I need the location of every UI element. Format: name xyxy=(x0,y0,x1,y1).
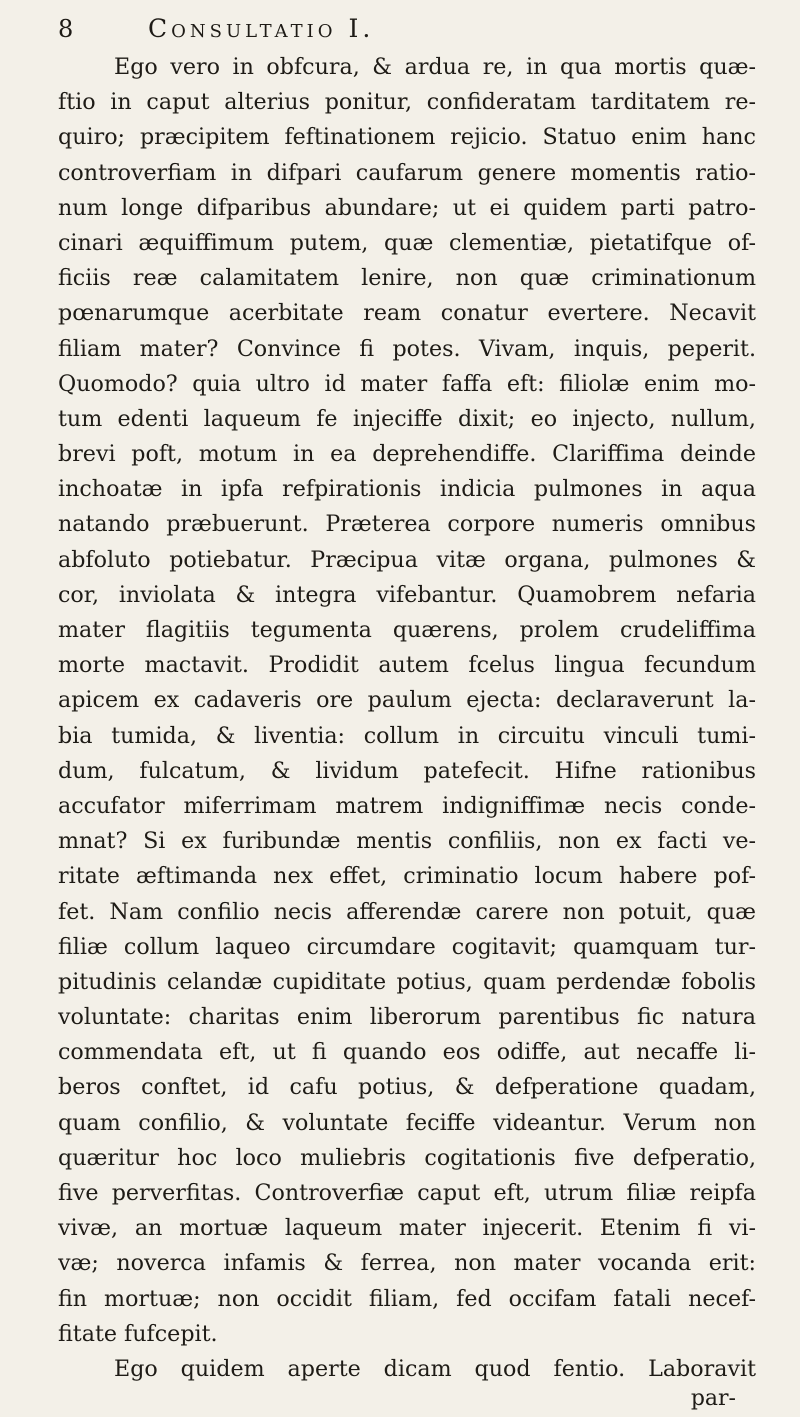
text-line: mnat? Si ex furibundæ mentis confiliis, non ex facti ve- xyxy=(58,828,756,855)
text-line: five perverfitas. Controverfiæ caput eft, utrum filiæ reipfa xyxy=(58,1180,756,1206)
text-line: ficiis reæ calamitatem lenire, non quæ criminationum xyxy=(58,265,756,292)
text-line: Ego vero in obfcura, & ardua re, in qua mortis quæ- xyxy=(114,54,756,80)
text-line: Ego quidem aperte dicam quod fentio. Laboravit xyxy=(114,1355,756,1382)
text-line: filiæ collum laqueo circumdare cogitavit; quamquam tur- xyxy=(58,933,756,960)
text-line: fin mortuæ; non occidit filiam, fed occifam fatali necef- xyxy=(58,1285,756,1312)
text-line: filiam mater? Convince fi potes. Vivam, inquis, peperit. xyxy=(58,335,756,362)
text-line: væ; noverca infamis & ferrea, non mater vocanda erit: xyxy=(58,1250,756,1277)
text-line: controverfiam in difpari caufarum genere momentis ratio- xyxy=(58,159,756,186)
text-line: bia tumida, & liventia: collum in circuitu vinculi tumi- xyxy=(58,722,756,749)
text-line: cinari æquiffimum putem, quæ clementiæ, pietatifque of- xyxy=(58,229,756,256)
text-line: accufator miferrimam matrem indigniffimæ necis conde- xyxy=(58,792,756,819)
text-line: fitate fufcepit. xyxy=(58,1320,218,1347)
text-line: num longe difparibus abundare; ut ei quidem parti patro- xyxy=(58,194,756,221)
text-line: inchoatæ in ipfa refpirationis indicia pulmones in aqua xyxy=(58,476,756,503)
text-line: vivæ, an mortuæ laqueum mater injecerit. Etenim fi vi- xyxy=(58,1215,756,1242)
text-line: mater flagitiis tegumenta quærens, prolem crudeliffima xyxy=(58,617,756,643)
text-line: voluntate: charitas enim liberorum parentibus fic natura xyxy=(58,1004,756,1031)
text-line: quam confilio, & voluntate feciffe videantur. Verum non xyxy=(58,1109,756,1136)
text-line: tum edenti laqueum fe injeciffe dixit; eo injecto, nullum, xyxy=(58,405,756,432)
text-line: fet. Nam confilio necis afferendæ carere non potuit, quæ xyxy=(58,898,756,925)
text-line: morte mactavit. Prodidit autem fcelus lingua fecundum xyxy=(58,652,756,679)
text-line: quiro; præcipitem feftinationem rejicio. Statuo enim hanc xyxy=(58,124,756,151)
text-line: pœnarumque acerbitate ream conatur evertere. Necavit xyxy=(58,300,756,327)
running-title: Consultatio I. xyxy=(148,14,375,43)
text-line: pitudinis celandæ cupiditate potius, quam perdendæ fobolis xyxy=(58,968,756,995)
text-line: apicem ex cadaveris ore paulum ejecta: declaraverunt la- xyxy=(58,687,756,714)
text-line: abfoluto potiebatur. Præcipua vitæ organa, pulmones & xyxy=(58,546,756,573)
text-line: brevi poft, motum in ea deprehendiffe. Clariffima deinde xyxy=(58,441,756,468)
text-line: Quomodo? quia ultro id mater faffa eft: filiolæ enim mo- xyxy=(58,370,756,397)
text-line: beros conftet, id cafu potius, & defperatione quadam, xyxy=(58,1074,756,1101)
text-line: dum, fulcatum, & lividum patefecit. Hifne rationibus xyxy=(58,757,756,784)
text-line: ritate æftimanda nex effet, criminatio locum habere pof- xyxy=(58,863,756,890)
catchword-row xyxy=(58,1387,756,1417)
catchword: par- xyxy=(690,1386,736,1412)
text-line: cor, inviolata & integra vifebantur. Quamobrem nefaria xyxy=(58,581,756,608)
text-line: commendata eft, ut fi quando eos odiffe, aut necaffe li- xyxy=(58,1039,756,1066)
text-line: natando præbuerunt. Præterea corpore numeris omnibus xyxy=(58,511,756,538)
body-text xyxy=(58,50,756,1387)
page-number: 8 xyxy=(58,15,74,43)
text-line: ftio in caput alterius ponitur, confideratam tarditatem re- xyxy=(58,89,756,116)
page-header xyxy=(58,10,756,50)
text-line: quæritur hoc loco muliebris cogitationis five defperatio, xyxy=(58,1144,756,1171)
